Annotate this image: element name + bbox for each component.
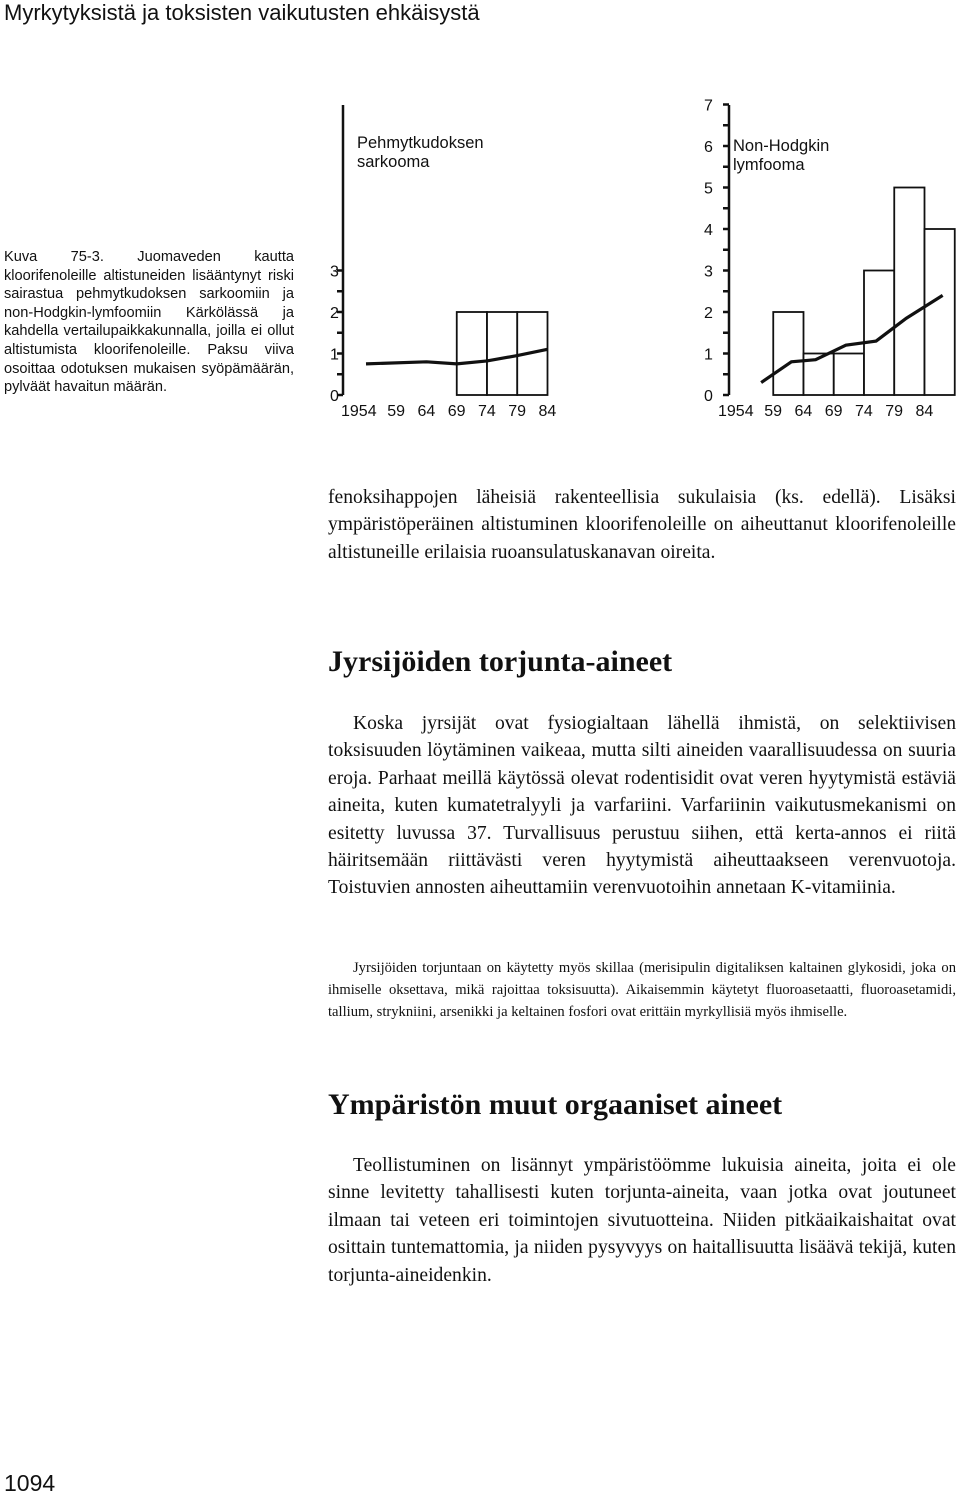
figure-caption: Kuva 75-3. Juomaveden kautta kloorifenoleille altistuneiden lisääntynyt riski sairastua pehmytkudoksen sarkoomiin ja non-Hodgkin-lymfoomiin Kärkölässä ja kahdella vertailupaikkakunnalla, joilla ei ollut altistumista kloorifenoleille. Paksu viiva osoittaa odotuksen mukaisen syöpämäärän, pylväät havaitun määrän. [4, 249, 294, 396]
chart-title: sarkooma [357, 153, 430, 171]
data-bar [457, 312, 487, 395]
x-tick-label: 84 [538, 403, 557, 420]
x-tick-label: 79 [885, 403, 904, 420]
running-head: Myrkytyksistä ja toksisten vaikutusten ehkäisystä [4, 0, 480, 25]
paragraph-1: fenoksihappojen läheisiä rakenteellisia sukulaisia (ks. edellä). Lisäksi ympäristöperäinen altistuminen kloorifenoleille on aiheuttanut kloorifenoleille altistuneille erilaisia ruoansulatuskanavan oireita. [328, 487, 956, 563]
chart-title: lymfooma [733, 156, 805, 174]
chart-non-hodgkin-lymphoma [704, 98, 955, 421]
y-tick-label: 1 [330, 346, 339, 364]
x-tick-label: 59 [764, 403, 783, 420]
x-tick-label: 1954 [718, 403, 754, 420]
page-number: 1094 [4, 1470, 56, 1496]
y-tick-label: 1 [704, 346, 713, 364]
chart-title: Pehmytkudoksen [357, 134, 484, 152]
x-tick-label: 84 [915, 403, 934, 420]
x-tick-label: 1954 [341, 403, 377, 420]
y-tick-label: 3 [330, 263, 339, 281]
data-bar [894, 188, 924, 396]
x-tick-label: 74 [478, 403, 496, 420]
x-tick-label: 59 [387, 403, 406, 420]
x-tick-label: 64 [417, 403, 436, 420]
figure-75-3 [300, 90, 960, 430]
paragraph-3: Teollistuminen on lisännyt ympäristöömme lukuisia aineita, joita ei ole sinne levitetty tahallisesti kuten torjunta-aineita, vaan jotka ovat joutuneet ilmaan tai veteen eri toimintojen sivutuotteina. Niiden pitkäaikaishaitat ovat osittain tuntemattomia, ja niiden pysyvyys on haitallisuutta lisäävä tekijä, kuten torjunta-aineidenkin. [328, 1155, 956, 1286]
section-heading-rodenticides: Jyrsijöiden torjunta-aineet [328, 645, 673, 678]
y-tick-label: 6 [704, 139, 713, 156]
x-tick-label: 69 [824, 403, 843, 420]
x-tick-label: 69 [447, 403, 466, 420]
y-tick-label: 7 [704, 97, 713, 115]
y-tick-label: 3 [704, 263, 713, 281]
chart-title: Non-Hodgkin [733, 137, 830, 155]
data-bar [834, 354, 864, 396]
y-tick-label: 2 [704, 305, 713, 322]
x-tick-label: 79 [508, 403, 527, 420]
small-print-note: Jyrsijöiden torjuntaan on käytetty myös skillaa (merisipulin digitaliksen kaltainen glykosidi, joka on ihmiselle oksettava, mikä rajoittaa toksisuutta). Aikaisemmin käytetyt fluoroasetaatti, fluoroasetamidi, tallium, strykniini, arsenikki ja keltainen fosfori ovat erittäin myrkyllisiä myös ihmiselle. [328, 960, 956, 1020]
y-tick-label: 5 [704, 180, 713, 198]
y-tick-label: 0 [330, 388, 339, 405]
chart-soft-tissue-sarcoma [330, 105, 556, 420]
x-tick-label: 64 [794, 403, 813, 420]
y-tick-label: 0 [704, 388, 713, 405]
paragraph-2: Koska jyrsijät ovat fysiogialtaan lähellä ihmistä, on selektiivisen toksisuuden löytäminen vaikeaa, mutta silti aineiden vaarallisuudessa on suuria eroja. Parhaat meillä käytössä olevat rodentisidit ovat veren hyytymistä estäviä aineita, kuten kumatetralyyli ja varfariini. Varfariinin vaikutusmekanismi on esitetty luvussa 37. Turvallisuus perustuu siihen, että kerta-annos ei riitä häiritsemään riittävästi veren hyytymistä aiheuttaakseen verenvuotoja. Toistuvien annosten aiheuttamiin verenvuotoihin annetaan K-vitamiinia. [328, 713, 956, 899]
data-bar [925, 229, 955, 395]
x-tick-label: 74 [855, 403, 873, 420]
data-bar [487, 312, 517, 395]
section-heading-organic-substances: Ympäristön muut orgaaniset aineet [328, 1088, 783, 1121]
data-bar [773, 312, 803, 395]
y-tick-label: 2 [330, 305, 339, 322]
y-tick-label: 4 [704, 222, 713, 239]
